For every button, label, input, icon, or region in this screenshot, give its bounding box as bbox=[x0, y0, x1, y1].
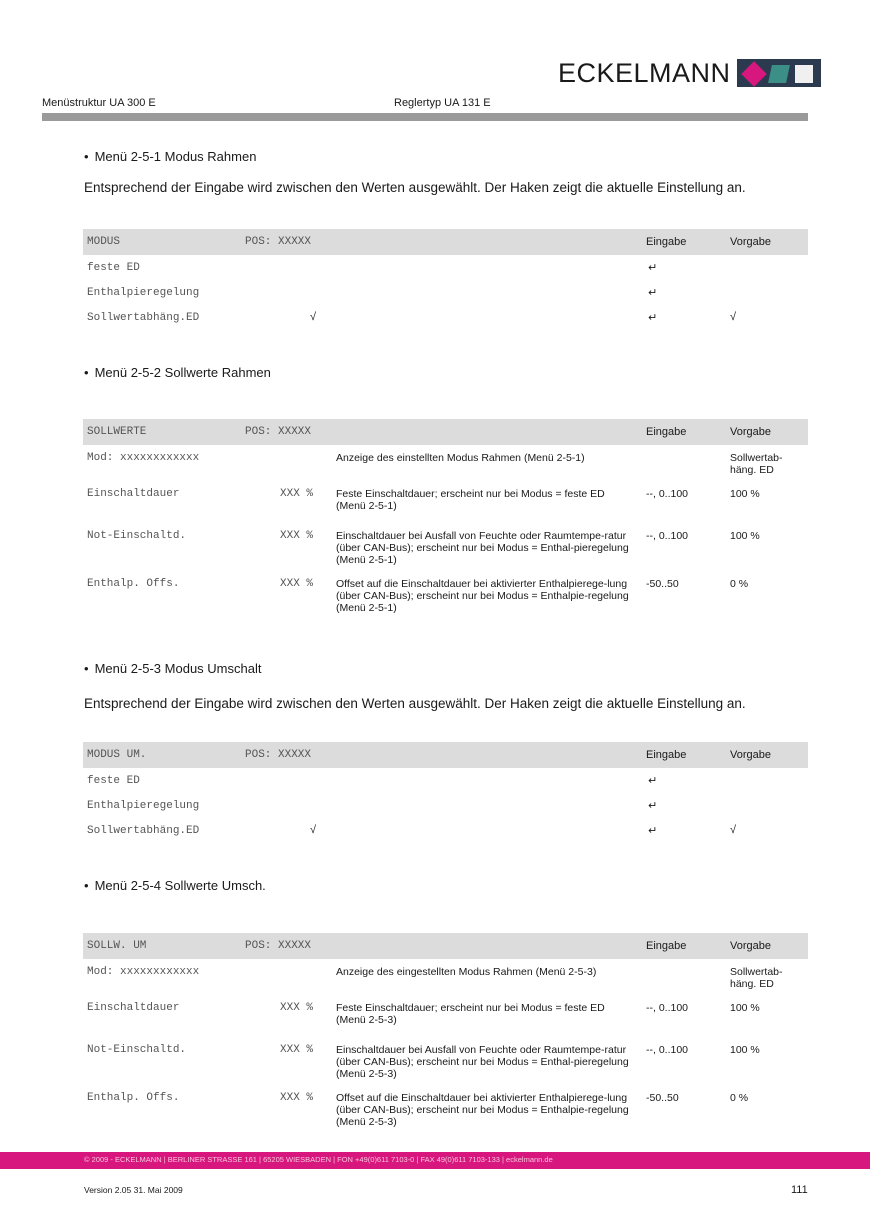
row-label: Not-Einschaltd. bbox=[87, 1044, 187, 1056]
table-row bbox=[83, 793, 808, 818]
row-description: Einschaltdauer bei Ausfall von Feuchte oder Raumtempe-ratur (über CAN-Bus); erscheint nur bei Modus = Enthal-pieregelung (Menü 2-5-1) bbox=[336, 530, 629, 566]
row-default: 100 % bbox=[730, 1044, 760, 1056]
section-title-2-5-1: • Menü 2-5-1 Modus Rahmen bbox=[84, 149, 256, 164]
row-value: XXX % bbox=[280, 1002, 314, 1014]
enter-icon: ↵ bbox=[648, 775, 658, 787]
table-row bbox=[83, 485, 808, 527]
table-row bbox=[83, 575, 808, 619]
row-label: Enthalp. Offs. bbox=[87, 578, 180, 590]
row-label: Enthalpieregelung bbox=[87, 800, 200, 812]
section-title-2-5-3: • Menü 2-5-3 Modus Umschalt bbox=[84, 661, 261, 676]
row-input-range: --, 0..100 bbox=[646, 1044, 689, 1056]
header-col-eingabe: Eingabe bbox=[646, 940, 687, 952]
row-default: 100 % bbox=[730, 488, 760, 500]
row-input-range: --, 0..100 bbox=[646, 488, 689, 500]
header-col-eingabe: Eingabe bbox=[646, 749, 687, 761]
header-divider bbox=[42, 113, 808, 121]
default-checkmark-icon: √ bbox=[730, 824, 737, 836]
table-header bbox=[83, 419, 808, 445]
checkmark-icon: √ bbox=[310, 311, 317, 323]
header-col-eingabe: Eingabe bbox=[646, 236, 687, 248]
row-default: 100 % bbox=[730, 530, 760, 542]
header-col-name: SOLLWERTE bbox=[87, 426, 147, 438]
header-col-name: SOLLW. UM bbox=[87, 940, 147, 952]
header-col-name: MODUS bbox=[87, 236, 121, 248]
section-title-2-5-2: • Menü 2-5-2 Sollwerte Rahmen bbox=[84, 365, 271, 380]
row-value: XXX % bbox=[280, 530, 314, 542]
enter-icon: ↵ bbox=[648, 800, 658, 812]
row-input-range: --, 0..100 bbox=[646, 530, 689, 542]
row-value: XXX % bbox=[280, 488, 314, 500]
row-label: Enthalpieregelung bbox=[87, 287, 200, 299]
row-default: 0 % bbox=[730, 578, 749, 590]
row-label: Not-Einschaltd. bbox=[87, 530, 187, 542]
row-label: Sollwertabhäng.ED bbox=[87, 825, 200, 837]
enter-icon: ↵ bbox=[648, 262, 658, 274]
header-col-name: MODUS UM. bbox=[87, 749, 147, 761]
header-controller-type: Reglertyp UA 131 E bbox=[394, 97, 491, 109]
row-label: Mod: xxxxxxxxxxxx bbox=[87, 452, 200, 464]
menu-table-2-5-1 bbox=[83, 229, 808, 330]
header-col-pos: POS: XXXXX bbox=[245, 749, 312, 761]
footer-address: © 2009 - ECKELMANN | BERLINER STRASSE 161 | 65205 WIESBADEN | FON +49(0)611 7103-0 | FAX 49(0)611 7103-133 | eckelmann.de bbox=[84, 1155, 553, 1164]
header-col-vorgabe: Vorgabe bbox=[730, 749, 771, 761]
enter-icon: ↵ bbox=[648, 312, 658, 324]
footer-version: Version 2.05 31. Mai 2009 bbox=[84, 1185, 183, 1195]
row-label: Enthalp. Offs. bbox=[87, 1092, 180, 1104]
logo-squares-icon bbox=[737, 59, 821, 87]
section-intro-2-5-1: Entsprechend der Eingabe wird zwischen den Werten ausgewählt. Der Haken zeigt die aktuelle Einstellung an. bbox=[84, 180, 746, 195]
row-input-range: -50..50 bbox=[646, 578, 679, 590]
table-row bbox=[83, 818, 808, 843]
row-default: Sollwertab-häng. ED bbox=[730, 966, 783, 990]
table-row bbox=[83, 999, 808, 1041]
header-col-vorgabe: Vorgabe bbox=[730, 236, 771, 248]
checkmark-icon: √ bbox=[310, 824, 317, 836]
header-col-pos: POS: XXXXX bbox=[245, 940, 312, 952]
table-row bbox=[83, 1089, 808, 1133]
row-description: Anzeige des eingestellten Modus Rahmen (Menü 2-5-3) bbox=[336, 966, 597, 978]
row-input-range: -50..50 bbox=[646, 1092, 679, 1104]
menu-table-2-5-4 bbox=[83, 933, 808, 1133]
menu-table-2-5-3 bbox=[83, 742, 808, 843]
row-description: Offset auf die Einschaltdauer bei aktivierter Enthalpierege-lung (über CAN-Bus); erscheint nur bei Modus = Enthalpie-regelung (Menü 2-5-3) bbox=[336, 1092, 629, 1128]
row-value: XXX % bbox=[280, 578, 314, 590]
row-label: Mod: xxxxxxxxxxxx bbox=[87, 966, 200, 978]
header-col-vorgabe: Vorgabe bbox=[730, 426, 771, 438]
row-description: Offset auf die Einschaltdauer bei aktivierter Enthalpierege-lung (über CAN-Bus); erscheint nur bei Modus = Enthalpie-regelung (Menü 2-5-1) bbox=[336, 578, 629, 614]
header-col-pos: POS: XXXXX bbox=[245, 236, 312, 248]
header-document-title: Menüstruktur UA 300 E bbox=[42, 97, 156, 109]
table-row bbox=[83, 1041, 808, 1089]
section-title-2-5-4: • Menü 2-5-4 Sollwerte Umsch. bbox=[84, 878, 266, 893]
header-col-eingabe: Eingabe bbox=[646, 426, 687, 438]
eckelmann-logo bbox=[558, 58, 821, 88]
table-row bbox=[83, 305, 808, 330]
row-description: Feste Einschaltdauer; erscheint nur bei Modus = feste ED (Menü 2-5-1) bbox=[336, 488, 605, 512]
menu-table-2-5-2 bbox=[83, 419, 808, 619]
footer-bar bbox=[0, 1152, 870, 1169]
default-checkmark-icon: √ bbox=[730, 311, 737, 323]
table-row bbox=[83, 959, 808, 999]
row-default: 100 % bbox=[730, 1002, 760, 1014]
row-description: Einschaltdauer bei Ausfall von Feuchte oder Raumtempe-ratur (über CAN-Bus); erscheint nur bei Modus = Enthal-pieregelung (Menü 2-5-3) bbox=[336, 1044, 629, 1080]
table-row bbox=[83, 527, 808, 575]
table-row bbox=[83, 255, 808, 280]
table-header bbox=[83, 742, 808, 768]
row-label: Einschaltdauer bbox=[87, 1002, 180, 1014]
page-number: 111 bbox=[791, 1184, 808, 1196]
table-row bbox=[83, 280, 808, 305]
enter-icon: ↵ bbox=[648, 825, 658, 837]
table-row bbox=[83, 768, 808, 793]
row-value: XXX % bbox=[280, 1092, 314, 1104]
header-col-pos: POS: XXXXX bbox=[245, 426, 312, 438]
row-description: Anzeige des einstellten Modus Rahmen (Menü 2-5-1) bbox=[336, 452, 585, 464]
row-default: 0 % bbox=[730, 1092, 749, 1104]
row-input-range: --, 0..100 bbox=[646, 1002, 689, 1014]
header-col-vorgabe: Vorgabe bbox=[730, 940, 771, 952]
table-row bbox=[83, 445, 808, 485]
table-header bbox=[83, 229, 808, 255]
section-intro-2-5-3: Entsprechend der Eingabe wird zwischen den Werten ausgewählt. Der Haken zeigt die aktuelle Einstellung an. bbox=[84, 696, 746, 711]
row-default: Sollwertab-häng. ED bbox=[730, 452, 783, 476]
row-label: feste ED bbox=[87, 262, 140, 274]
enter-icon: ↵ bbox=[648, 287, 658, 299]
table-header bbox=[83, 933, 808, 959]
row-label: Einschaltdauer bbox=[87, 488, 180, 500]
row-label: feste ED bbox=[87, 775, 140, 787]
row-label: Sollwertabhäng.ED bbox=[87, 312, 200, 324]
row-description: Feste Einschaltdauer; erscheint nur bei Modus = feste ED (Menü 2-5-3) bbox=[336, 1002, 605, 1026]
row-value: XXX % bbox=[280, 1044, 314, 1056]
logo-text: ECKELMANN bbox=[558, 57, 731, 88]
